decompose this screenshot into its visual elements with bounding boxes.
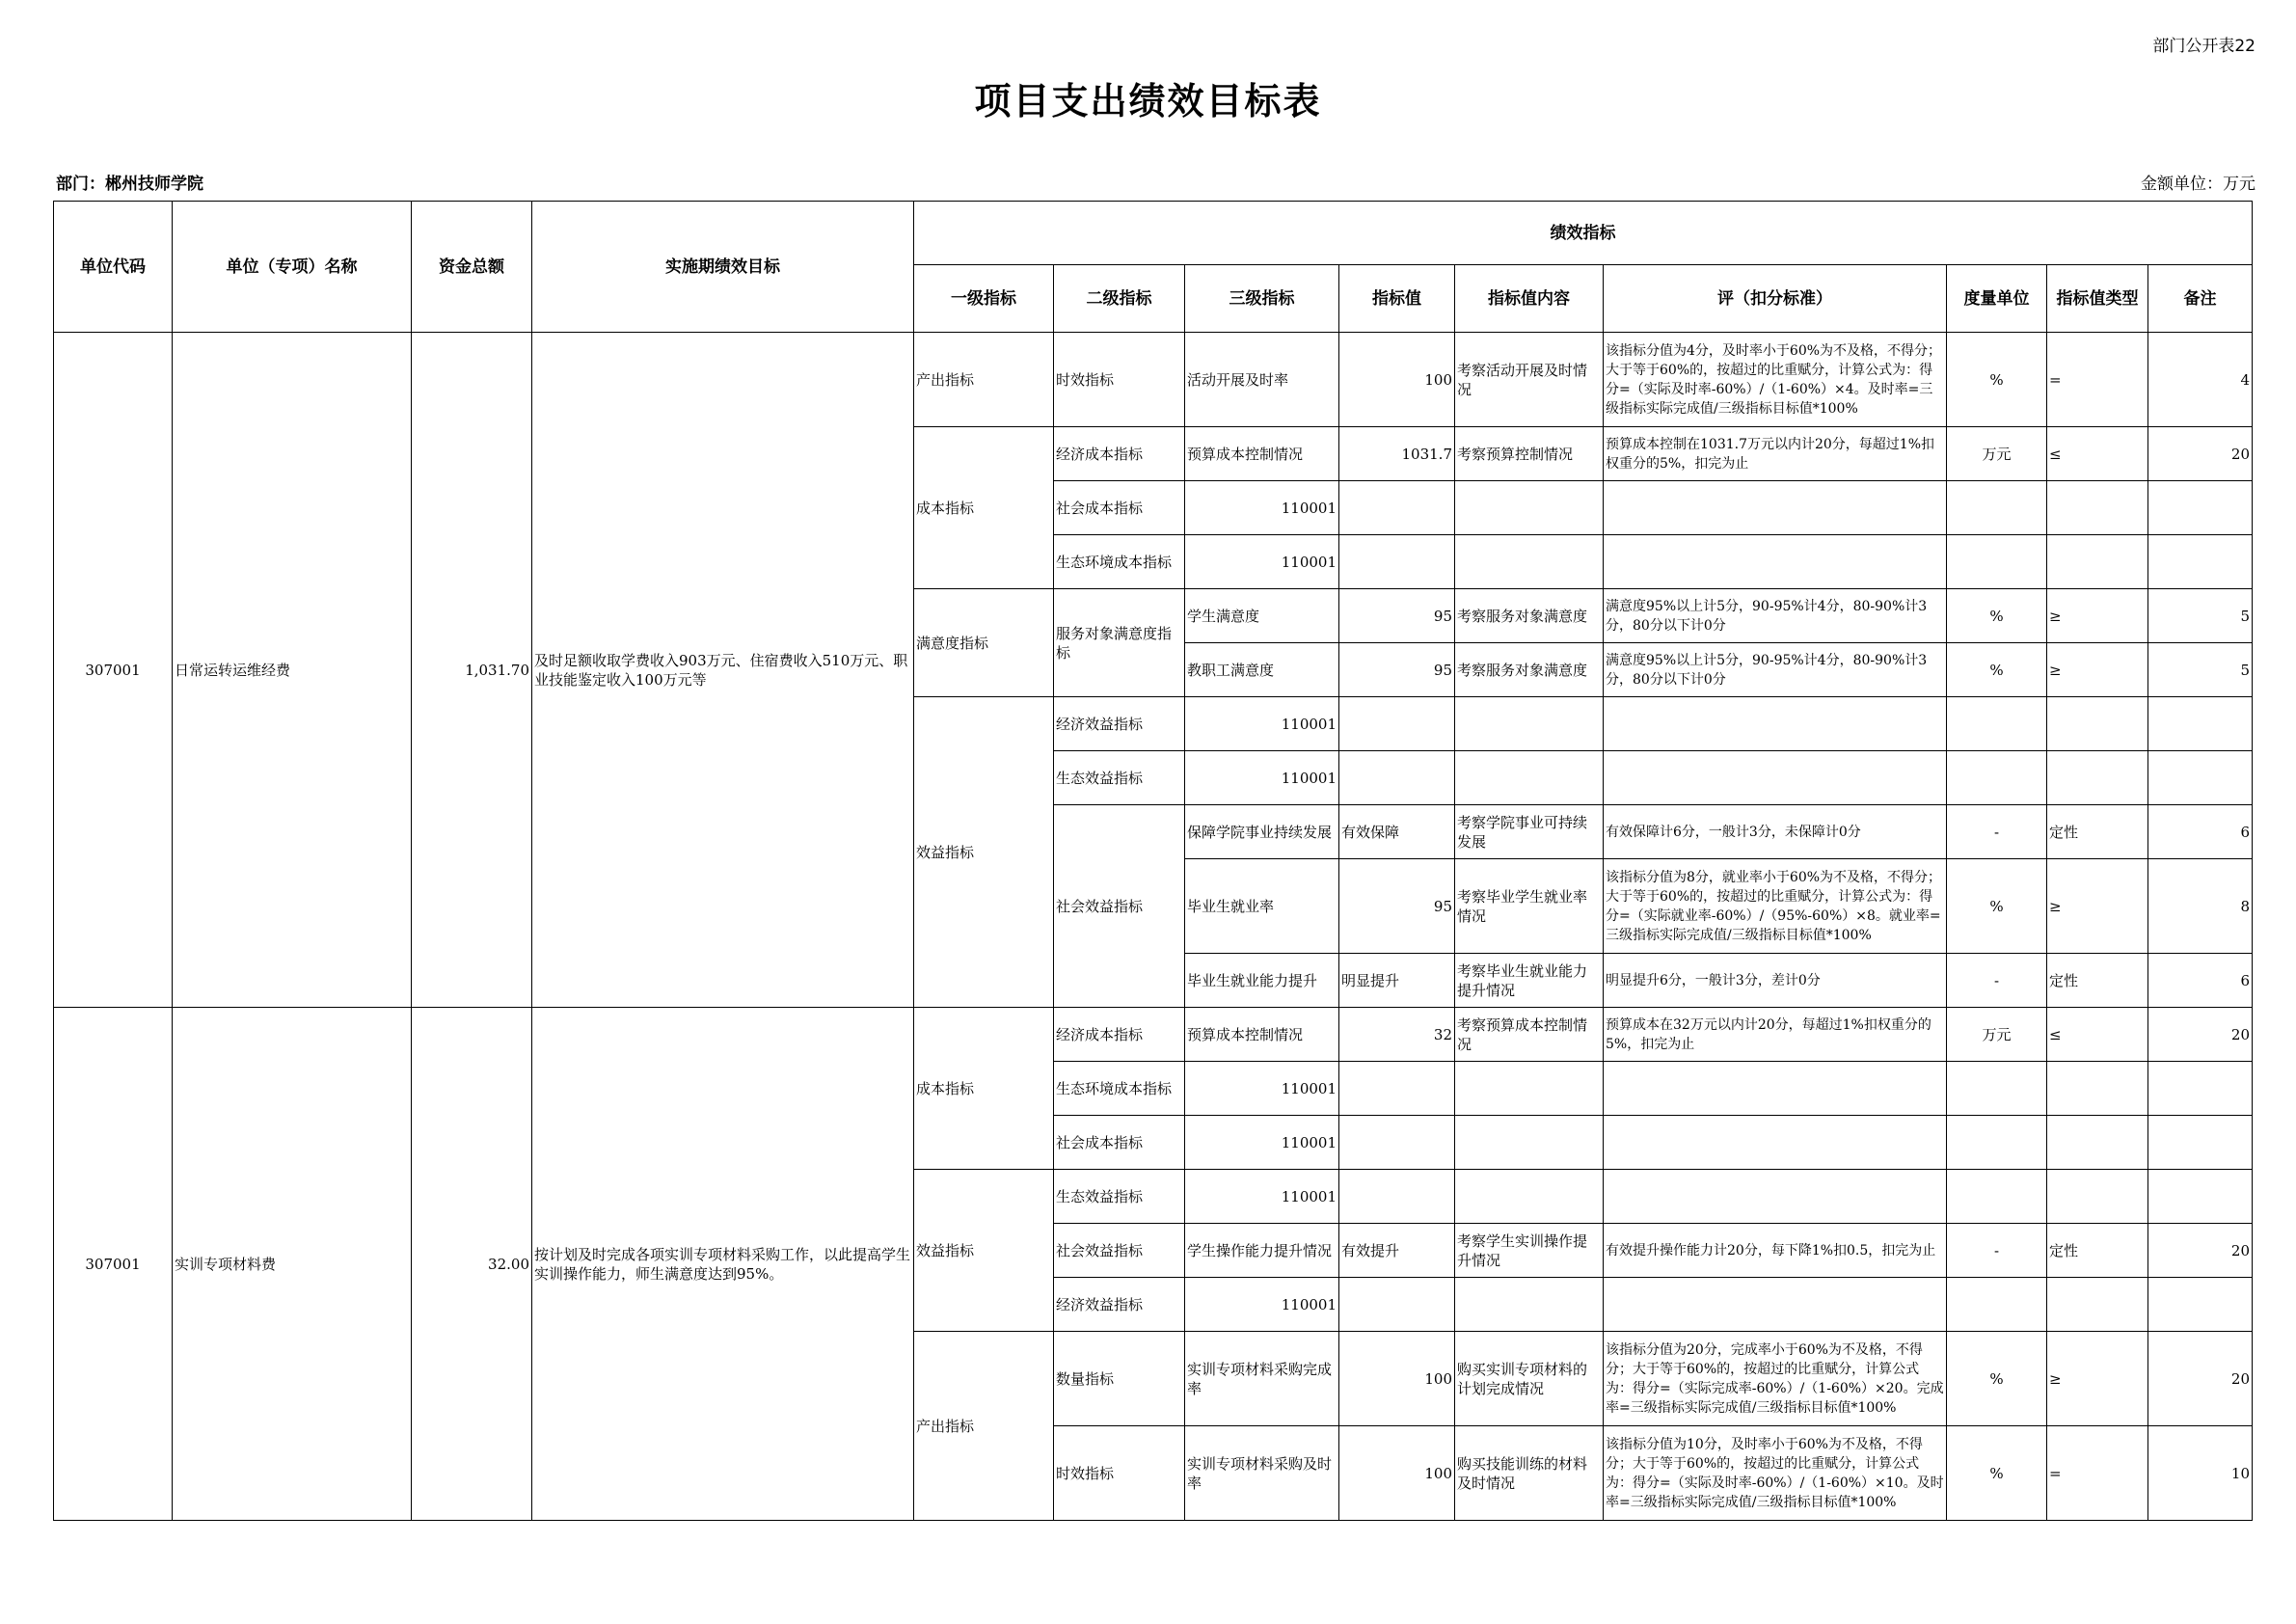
value-type-cell: ≥ xyxy=(2047,589,2148,643)
scoring-criteria-cell-text: 有效提升操作能力计20分，每下降1%扣0.5，扣完为止 xyxy=(1606,1242,1936,1259)
value-content-cell: 购买技能训练的材料及时情况 xyxy=(1455,1426,1604,1521)
scoring-criteria-cell xyxy=(1604,535,1947,589)
indicator-value-cell: 95 xyxy=(1339,589,1455,643)
note-cell: 5 xyxy=(2148,643,2253,697)
note-cell: 8 xyxy=(2148,859,2253,954)
measure-unit-cell: % xyxy=(1947,589,2047,643)
level3-indicator-cell: 110001 xyxy=(1185,535,1339,589)
header-scoring-criteria: 评（扣分标准） xyxy=(1604,265,1947,333)
indicator-value-cell xyxy=(1339,1278,1455,1332)
scoring-criteria-cell xyxy=(1604,1278,1947,1332)
level2-indicator-cell: 服务对象满意度指标 xyxy=(1054,589,1185,697)
note-cell: 5 xyxy=(2148,589,2253,643)
header-performance-indicators: 绩效指标 xyxy=(914,202,2253,265)
note-cell xyxy=(2148,1170,2253,1224)
level3-indicator-cell: 110001 xyxy=(1185,481,1339,535)
level1-indicator-cell: 成本指标 xyxy=(914,1008,1054,1170)
scoring-criteria-cell xyxy=(1604,1224,1947,1278)
indicator-value-cell xyxy=(1339,535,1455,589)
goal-cell: 按计划及时完成各项实训专项材料采购工作，以此提高学生实训操作能力，师生满意度达到95%。 xyxy=(532,1008,914,1521)
level3-indicator-cell: 实训专项材料采购完成率 xyxy=(1185,1332,1339,1426)
scoring-criteria-cell xyxy=(1604,589,1947,643)
indicator-value-cell xyxy=(1339,481,1455,535)
level3-indicator-cell: 学生操作能力提升情况 xyxy=(1185,1224,1339,1278)
level2-indicator-cell: 社会成本指标 xyxy=(1054,1116,1185,1170)
level2-indicator-cell: 生态环境成本指标 xyxy=(1054,1062,1185,1116)
page-tag: 部门公开表22 xyxy=(2152,37,2255,56)
value-content-cell: 考察预算成本控制情况 xyxy=(1455,1008,1604,1062)
note-cell xyxy=(2148,1278,2253,1332)
value-type-cell: ≥ xyxy=(2047,643,2148,697)
measure-unit-cell xyxy=(1947,1170,2047,1224)
value-type-cell xyxy=(2047,481,2148,535)
measure-unit-cell: % xyxy=(1947,859,2047,954)
note-cell: 20 xyxy=(2148,1332,2253,1426)
level3-indicator-cell: 毕业生就业率 xyxy=(1185,859,1339,954)
header-level1: 一级指标 xyxy=(914,265,1054,333)
indicator-value-cell: 有效保障 xyxy=(1339,805,1455,859)
indicator-value-cell xyxy=(1339,1116,1455,1170)
level3-indicator-cell: 110001 xyxy=(1185,1062,1339,1116)
value-content-cell xyxy=(1455,535,1604,589)
level2-indicator-cell: 社会效益指标 xyxy=(1054,1224,1185,1278)
scoring-criteria-cell-text: 有效保障计6分，一般计3分，未保障计0分 xyxy=(1606,824,1861,840)
header-unit-code: 单位代码 xyxy=(54,202,173,333)
indicator-value-cell: 1031.7 xyxy=(1339,427,1455,481)
value-type-cell xyxy=(2047,697,2148,751)
value-type-cell: 定性 xyxy=(2047,805,2148,859)
note-cell: 6 xyxy=(2148,805,2253,859)
header-note: 备注 xyxy=(2148,265,2253,333)
value-content-cell: 考察预算控制情况 xyxy=(1455,427,1604,481)
level2-indicator-cell: 生态效益指标 xyxy=(1054,751,1185,805)
level3-indicator-cell: 保障学院事业持续发展 xyxy=(1185,805,1339,859)
scoring-criteria-cell xyxy=(1604,805,1947,859)
value-type-cell: ≤ xyxy=(2047,427,2148,481)
value-content-cell xyxy=(1455,1278,1604,1332)
total-amount-cell: 1,031.70 xyxy=(412,333,532,1008)
measure-unit-cell: % xyxy=(1947,1426,2047,1521)
value-type-cell: = xyxy=(2047,333,2148,427)
value-content-cell: 购买实训专项材料的计划完成情况 xyxy=(1455,1332,1604,1426)
level3-indicator-cell: 预算成本控制情况 xyxy=(1185,427,1339,481)
level2-indicator-cell: 经济效益指标 xyxy=(1054,1278,1185,1332)
measure-unit-cell: - xyxy=(1947,805,2047,859)
scoring-criteria-cell xyxy=(1604,333,1947,427)
value-content-cell xyxy=(1455,1170,1604,1224)
indicator-value-cell: 95 xyxy=(1339,643,1455,697)
value-type-cell: ≥ xyxy=(2047,859,2148,954)
level2-indicator-cell: 经济成本指标 xyxy=(1054,427,1185,481)
level1-indicator-cell: 效益指标 xyxy=(914,697,1054,1008)
goal-cell: 及时足额收取学费收入903万元、住宿费收入510万元、职业技能鉴定收入100万元等 xyxy=(532,333,914,1008)
indicator-value-cell xyxy=(1339,1062,1455,1116)
level3-indicator-cell: 活动开展及时率 xyxy=(1185,333,1339,427)
measure-unit-cell: - xyxy=(1947,1224,2047,1278)
level3-indicator-cell: 110001 xyxy=(1185,751,1339,805)
value-content-cell: 考察学生实训操作提升情况 xyxy=(1455,1224,1604,1278)
level3-indicator-cell: 实训专项材料采购及时率 xyxy=(1185,1426,1339,1521)
note-cell: 20 xyxy=(2148,1224,2253,1278)
scoring-criteria-cell-text: 预算成本在32万元以内计20分，每超过1%扣权重分的5%，扣完为止 xyxy=(1606,1016,1931,1052)
value-content-cell: 考察学院事业可持续发展 xyxy=(1455,805,1604,859)
measure-unit-cell xyxy=(1947,481,2047,535)
scoring-criteria-cell-text: 预算成本控制在1031.7万元以内计20分，每超过1%扣权重分的5%，扣完为止 xyxy=(1606,436,1935,472)
note-cell: 4 xyxy=(2148,333,2253,427)
measure-unit-cell: % xyxy=(1947,643,2047,697)
level3-indicator-cell: 学生满意度 xyxy=(1185,589,1339,643)
level3-indicator-cell: 教职工满意度 xyxy=(1185,643,1339,697)
level1-indicator-cell: 效益指标 xyxy=(914,1170,1054,1332)
scoring-criteria-cell-text: 满意度95%以上计5分，90-95%计4分，80-90%计3分，80分以下计0分 xyxy=(1606,598,1928,634)
measure-unit-cell xyxy=(1947,697,2047,751)
level1-indicator-cell: 满意度指标 xyxy=(914,589,1054,697)
level2-indicator-cell: 社会效益指标 xyxy=(1054,805,1185,1008)
value-type-cell xyxy=(2047,1170,2148,1224)
level3-indicator-cell: 毕业生就业能力提升 xyxy=(1185,954,1339,1008)
note-cell xyxy=(2148,481,2253,535)
total-amount-cell: 32.00 xyxy=(412,1008,532,1521)
level2-indicator-cell: 社会成本指标 xyxy=(1054,481,1185,535)
level3-indicator-cell: 110001 xyxy=(1185,1170,1339,1224)
header-value-content: 指标值内容 xyxy=(1455,265,1604,333)
level3-indicator-cell: 110001 xyxy=(1185,1116,1339,1170)
level1-indicator-cell: 产出指标 xyxy=(914,333,1054,427)
scoring-criteria-cell-text: 该指标分值为20分，完成率小于60%为不及格，不得分；大于等于60%的，按超过的比重赋分，计算公式为：得分=（实际完成率-60%）/（1-60%）×20。完成率=三级指标实际完成值/三级指标目标值*100% xyxy=(1606,1341,1944,1416)
scoring-criteria-cell xyxy=(1604,697,1947,751)
measure-unit-cell: % xyxy=(1947,333,2047,427)
value-type-cell xyxy=(2047,751,2148,805)
value-type-cell: ≥ xyxy=(2047,1332,2148,1426)
value-content-cell xyxy=(1455,481,1604,535)
indicator-value-cell: 32 xyxy=(1339,1008,1455,1062)
value-content-cell: 考察毕业生就业能力提升情况 xyxy=(1455,954,1604,1008)
value-content-cell xyxy=(1455,697,1604,751)
level3-indicator-cell: 预算成本控制情况 xyxy=(1185,1008,1339,1062)
page-title: 项目支出绩效目标表 xyxy=(974,80,1322,122)
level2-indicator-cell: 时效指标 xyxy=(1054,333,1185,427)
level3-indicator-cell: 110001 xyxy=(1185,697,1339,751)
department-label: 部门：郴州技师学院 xyxy=(56,175,203,194)
level2-indicator-cell: 时效指标 xyxy=(1054,1426,1185,1521)
scoring-criteria-cell xyxy=(1604,1426,1947,1521)
header-value-type: 指标值类型 xyxy=(2047,265,2148,333)
measure-unit-cell: 万元 xyxy=(1947,427,2047,481)
table-row xyxy=(54,333,2253,427)
note-cell xyxy=(2148,751,2253,805)
scoring-criteria-cell-text: 满意度95%以上计5分，90-95%计4分，80-90%计3分，80分以下计0分 xyxy=(1606,652,1928,688)
value-type-cell xyxy=(2047,535,2148,589)
note-cell: 6 xyxy=(2148,954,2253,1008)
measure-unit-cell xyxy=(1947,1116,2047,1170)
header-total-amount: 资金总额 xyxy=(412,202,532,333)
scoring-criteria-cell xyxy=(1604,481,1947,535)
indicator-value-cell: 95 xyxy=(1339,859,1455,954)
scoring-criteria-cell xyxy=(1604,1170,1947,1224)
scoring-criteria-cell xyxy=(1604,954,1947,1008)
project-name-cell: 日常运转运维经费 xyxy=(173,333,412,1008)
note-cell: 20 xyxy=(2148,427,2253,481)
performance-table xyxy=(53,201,2253,1521)
measure-unit-cell: - xyxy=(1947,954,2047,1008)
measure-unit-cell xyxy=(1947,1278,2047,1332)
indicator-value-cell: 明显提升 xyxy=(1339,954,1455,1008)
value-content-cell: 考察毕业学生就业率情况 xyxy=(1455,859,1604,954)
level2-indicator-cell: 数量指标 xyxy=(1054,1332,1185,1426)
value-type-cell xyxy=(2047,1116,2148,1170)
scoring-criteria-cell xyxy=(1604,643,1947,697)
value-content-cell: 考察活动开展及时情况 xyxy=(1455,333,1604,427)
scoring-criteria-cell xyxy=(1604,859,1947,954)
indicator-value-cell: 100 xyxy=(1339,1426,1455,1521)
note-cell: 10 xyxy=(2148,1426,2253,1521)
value-content-cell xyxy=(1455,751,1604,805)
note-cell: 20 xyxy=(2148,1008,2253,1062)
note-cell xyxy=(2148,535,2253,589)
value-content-cell: 考察服务对象满意度 xyxy=(1455,589,1604,643)
scoring-criteria-cell-text: 该指标分值为4分，及时率小于60%为不及格，不得分；大于等于60%的，按超过的比重赋分，计算公式为：得分=（实际及时率-60%）/（1-60%）×4。及时率=三级指标实际完成值/三级指标目标值*100% xyxy=(1606,342,1942,417)
scoring-criteria-cell xyxy=(1604,1116,1947,1170)
measure-unit-cell xyxy=(1947,535,2047,589)
header-level2: 二级指标 xyxy=(1054,265,1185,333)
value-content-cell xyxy=(1455,1116,1604,1170)
scoring-criteria-cell xyxy=(1604,427,1947,481)
indicator-value-cell xyxy=(1339,697,1455,751)
indicator-value-cell: 100 xyxy=(1339,333,1455,427)
value-type-cell: 定性 xyxy=(2047,1224,2148,1278)
indicator-value-cell: 100 xyxy=(1339,1332,1455,1426)
indicator-value-cell xyxy=(1339,1170,1455,1224)
level2-indicator-cell: 经济效益指标 xyxy=(1054,697,1185,751)
scoring-criteria-cell-text: 该指标分值为8分，就业率小于60%为不及格，不得分；大于等于60%的，按超过的比重赋分，计算公式为：得分=（实际就业率-60%）/（95%-60%）×8。就业率=三级指标实际完成值/三级指标目标值*100% xyxy=(1606,869,1942,943)
value-content-cell xyxy=(1455,1062,1604,1116)
header-unit-name: 单位（专项）名称 xyxy=(173,202,412,333)
indicator-value-cell xyxy=(1339,751,1455,805)
measure-unit-cell: 万元 xyxy=(1947,1008,2047,1062)
note-cell xyxy=(2148,697,2253,751)
project-name-cell: 实训专项材料费 xyxy=(173,1008,412,1521)
header-indicator-value: 指标值 xyxy=(1339,265,1455,333)
level2-indicator-cell: 生态效益指标 xyxy=(1054,1170,1185,1224)
header-level3: 三级指标 xyxy=(1185,265,1339,333)
note-cell xyxy=(2148,1062,2253,1116)
note-cell xyxy=(2148,1116,2253,1170)
value-type-cell: = xyxy=(2047,1426,2148,1521)
measure-unit-cell: % xyxy=(1947,1332,2047,1426)
amount-unit-label: 金额单位：万元 xyxy=(2141,175,2255,194)
header-measure-unit: 度量单位 xyxy=(1947,265,2047,333)
scoring-criteria-cell xyxy=(1604,751,1947,805)
value-type-cell xyxy=(2047,1278,2148,1332)
scoring-criteria-cell xyxy=(1604,1332,1947,1426)
header-goal: 实施期绩效目标 xyxy=(532,202,914,333)
table-row xyxy=(54,1008,2253,1062)
level3-indicator-cell: 110001 xyxy=(1185,1278,1339,1332)
indicator-value-cell: 有效提升 xyxy=(1339,1224,1455,1278)
scoring-criteria-cell xyxy=(1604,1062,1947,1116)
value-type-cell: 定性 xyxy=(2047,954,2148,1008)
level2-indicator-cell: 生态环境成本指标 xyxy=(1054,535,1185,589)
measure-unit-cell xyxy=(1947,1062,2047,1116)
scoring-criteria-cell-text: 该指标分值为10分，及时率小于60%为不及格，不得分；大于等于60%的，按超过的比重赋分，计算公式为：得分=（实际及时率-60%）/（1-60%）×10。及时率=三级指标实际完成值/三级指标目标值*100% xyxy=(1606,1436,1944,1510)
scoring-criteria-cell xyxy=(1604,1008,1947,1062)
value-type-cell xyxy=(2047,1062,2148,1116)
scoring-criteria-cell-text: 明显提升6分，一般计3分，差计0分 xyxy=(1606,972,1821,988)
value-type-cell: ≤ xyxy=(2047,1008,2148,1062)
unit-code-cell: 307001 xyxy=(54,333,173,1008)
level2-indicator-cell: 经济成本指标 xyxy=(1054,1008,1185,1062)
level1-indicator-cell: 成本指标 xyxy=(914,427,1054,589)
measure-unit-cell xyxy=(1947,751,2047,805)
level1-indicator-cell: 产出指标 xyxy=(914,1332,1054,1521)
value-content-cell: 考察服务对象满意度 xyxy=(1455,643,1604,697)
unit-code-cell: 307001 xyxy=(54,1008,173,1521)
